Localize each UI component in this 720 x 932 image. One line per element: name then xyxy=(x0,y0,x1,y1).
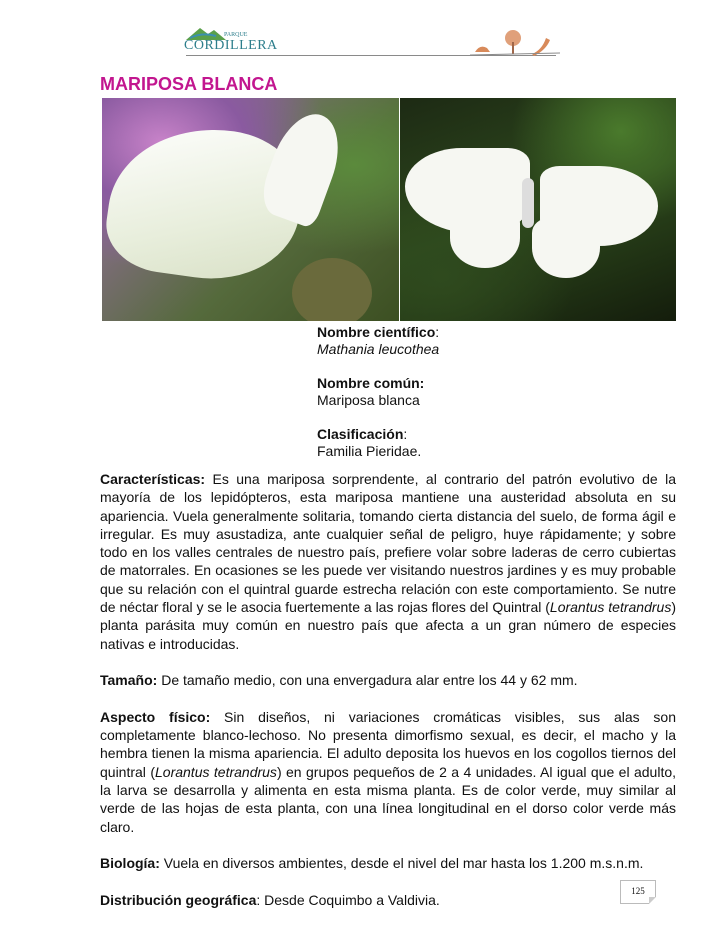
classification: Familia Pieridae. xyxy=(317,443,422,459)
species-italic: Lorantus tetrandrus xyxy=(549,599,672,616)
species-italic: Lorantus tetrandrus xyxy=(155,763,277,780)
characteristics-paragraph xyxy=(100,470,676,653)
size-paragraph xyxy=(100,671,676,689)
page-title: MARIPOSA BLANCA xyxy=(100,74,278,94)
text: ) planta parásita muy común en nuestro país que afecta a un gran número de especies nativas e introducidas. xyxy=(100,599,676,652)
size-label: Tamaño: xyxy=(100,672,158,689)
appearance-paragraph xyxy=(100,708,676,836)
text: Sin diseños, ni variaciones cromáticas visibles, sus alas son completamente blanco-lechoso. No presenta dimorfismo sexual, es decir, el macho y la hembra tienen la misma apariencia. El adulto deposita los huevos en los cogollos tiernos del quintral ( xyxy=(100,708,676,780)
species-info: Nombre científico: Mathania leucothea Nombre común: Mariposa blanca Clasificación: Familia Pieridae. xyxy=(317,324,440,459)
page-number: 125 xyxy=(620,880,656,904)
text: Vuela en diversos ambientes, desde el nivel del mar hasta los 1.200 m.s.n.m. xyxy=(159,855,644,872)
text: : Desde Coquimbo a Valdivia. xyxy=(256,891,440,908)
text: ) en grupos pequeños de 2 a 4 unidades. Al igual que el adulto, la larva se desarrolla y alimenta en esta misma planta. Es de color verde, muy similar al verde de las hojas de esta planta, con una línea longitudinal en el dorso color verde más claro. xyxy=(100,763,677,835)
biology-paragraph xyxy=(100,854,676,872)
text: De tamaño medio, con una envergadura alar entre los 44 y 62 mm. xyxy=(157,672,578,689)
distribution-paragraph xyxy=(100,891,676,909)
scientific-name: Mathania leucothea xyxy=(317,341,440,357)
classification-label: Clasificación xyxy=(317,426,404,442)
butterfly-photo-side xyxy=(102,98,399,321)
scientific-name-label: Nombre científico xyxy=(317,324,436,340)
characteristics-label: Características: xyxy=(100,471,206,487)
biology-label: Biología: xyxy=(100,855,160,872)
parque-cordillera-logo: PARQUE CORDILLERA xyxy=(184,26,264,56)
fauna-decoration-icon xyxy=(470,28,560,58)
appearance-label: Aspecto físico: xyxy=(100,708,211,725)
butterfly-photo-top xyxy=(400,98,676,321)
common-name-label: Nombre común: xyxy=(317,375,425,391)
distribution-label: Distribución geográfica xyxy=(100,891,257,908)
common-name: Mariposa blanca xyxy=(317,392,420,408)
text: Es una mariposa sorprendente, al contrario del patrón evolutivo de la mayoría de los lepidópteros, esta mariposa mantiene una austeridad absoluta en su apariencia. Vuela generalmente solitaria, tomando cierta distancia del suelo, de forma ágil e irregular. Es muy asustadiza, ante cualquier señal de peligro, huye rápidamente; y sobre todo en los valles centrales de nuestro país, prefiere volar sobre laderas de cerro cubiertas de matorrales. En ocasiones se les puede ver visitando nuestros jardines y es muy probable que su relación con el quintral guarde estrecha relación con este comportamiento. Se nutre de néctar floral y se le asocia fuertemente a las rojas flores del Quintral ( xyxy=(100,471,676,616)
description-body xyxy=(100,470,676,927)
